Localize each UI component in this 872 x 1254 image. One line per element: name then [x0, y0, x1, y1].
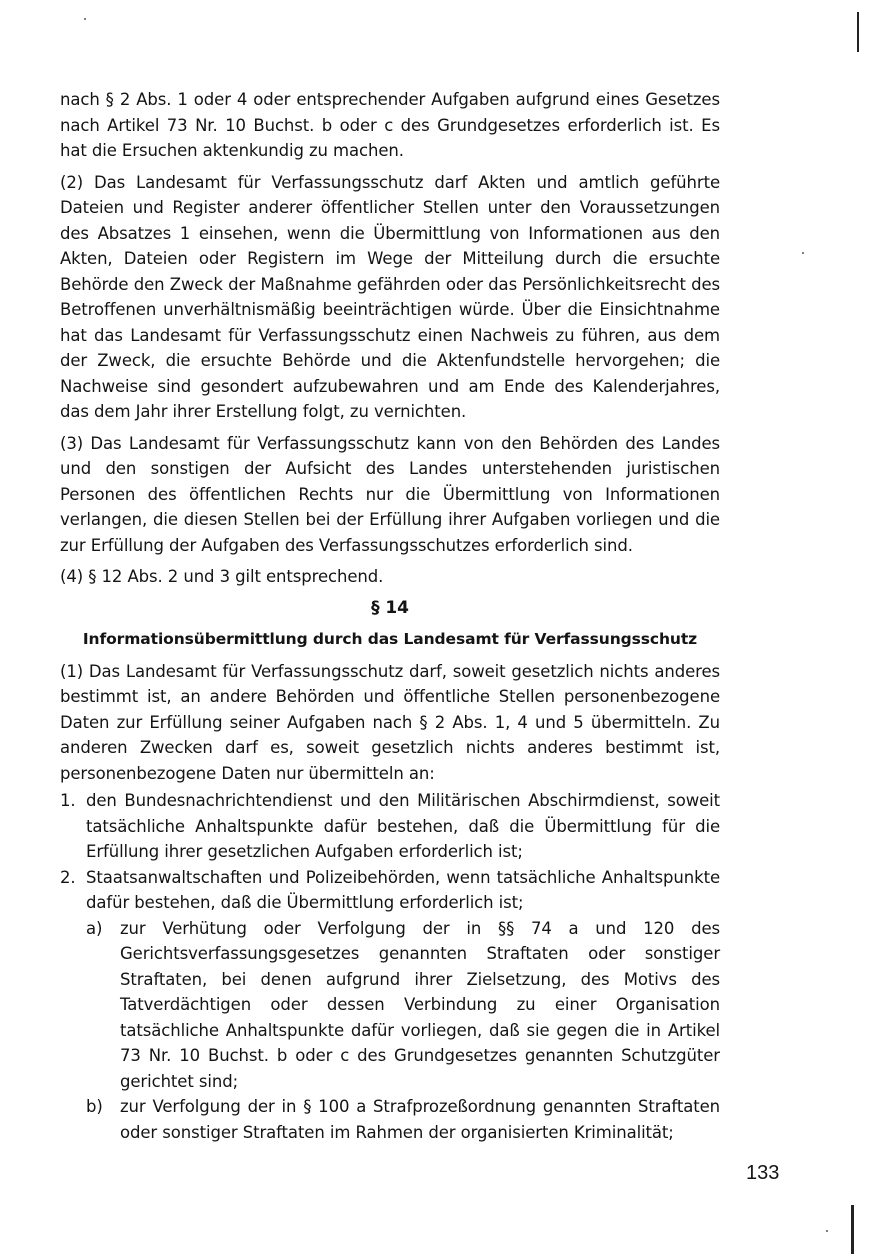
paragraph-2: (2) Das Landesamt für Verfassungsschutz darf Akten und amtlich geführte Dateien und Register anderer öffentlicher Stellen unter den Voraussetzungen des Absatzes 1 einsehen, wenn die Übermittlung von Informationen aus den Akten, Dateien oder Registern im Wege der Mitteilung durch die ersuchte Behörde den Zweck der Maßnahme gefährden oder das Persönlichkeitsrecht des Betroffenen unverhältnismäßig beeinträchtigen würde. Über die Einsichtnahme hat das Landesamt für Verfassungsschutz einen Nachweis zu führen, aus dem der Zweck, die ersuchte Behörde und die Aktenfundstelle hervorgehen; die Nachweise sind gesondert aufzubewahren und am Ende des Kalenderjahres, das dem Jahr ihrer Erstellung folgt, zu vernichten.: [60, 172, 720, 421]
list-marker: 2.: [60, 867, 76, 887]
section-paragraph-1: (1) Das Landesamt für Verfassungsschutz darf, soweit gesetzlich nichts anderes bestimmt ist, an andere Behörden und öffentliche Stellen personenbezogene Daten zur Erfüllung seiner Aufgaben nach § 2 Abs. 1, 4 und 5 übermitteln. Zu anderen Zwecken darf es, soweit gesetzlich nichts anderes bestimmt ist, personenbezogene Daten nur übermitteln an:: [60, 661, 720, 783]
section-title: Informationsübermittlung durch das Landesamt für Verfassungsschutz: [82, 630, 698, 648]
paragraph-3: (3) Das Landesamt für Verfassungsschutz kann von den Behörden des Landes und den sonstigen der Aufsicht des Landes unterstehenden juristischen Personen des öffentlichen Rechts nur die Übermittlung von Informationen verlangen, die diesen Stellen bei der Erfüllung ihrer Aufgaben vorliegen und die zur Erfüllung der Aufgaben des Verfassungsschutzes erforderlich sind.: [60, 433, 720, 555]
sublist-item-b: [60, 1094, 720, 1145]
scan-edge-bottom: [851, 1205, 854, 1254]
sublist-item-a: [60, 916, 720, 1095]
sublist-text: zur Verfolgung der in § 100 a Strafprozeßordnung genannten Straftaten oder sonstiger Straftaten im Rahmen der organisierten Kriminalität;: [120, 1097, 720, 1142]
list-text: den Bundesnachrichtendienst und den Militärischen Abschirmdienst, soweit tatsächliche Anhaltspunkte dafür bestehen, daß die Übermittlung für die Erfüllung ihrer gesetzlichen Aufgaben erforderlich ist;: [86, 791, 720, 861]
list-text: Staatsanwaltschaften und Polizeibehörden, wenn tatsächliche Anhaltspunkte dafür bestehen, daß die Übermittlung erforderlich ist;: [86, 867, 720, 912]
sublist-marker: b): [86, 1097, 103, 1116]
paragraph-continuation: nach § 2 Abs. 1 oder 4 oder entsprechender Aufgaben aufgrund eines Gesetzes nach Artikel 73 Nr. 10 Buchst. b oder c des Grundgesetzes erforderlich ist. Es hat die Ersuchen aktenkundig zu machen.: [60, 90, 720, 160]
body-text: [60, 87, 720, 1145]
page-number: 133: [746, 1162, 780, 1184]
sublist-marker: a): [86, 918, 103, 938]
scan-speck: [802, 252, 804, 254]
scan-speck: [84, 18, 86, 20]
list-item-2: [60, 865, 720, 916]
list-item-1: [60, 788, 720, 865]
list-marker: 1.: [60, 791, 76, 810]
scan-edge-top: [857, 12, 859, 52]
section-number: § 14: [371, 597, 409, 618]
paragraph-4: (4) § 12 Abs. 2 und 3 gilt entsprechend.: [60, 567, 384, 586]
scan-speck: [826, 1230, 828, 1232]
sublist-text: zur Verhütung oder Verfolgung der in §§ 74 a und 120 des Gerichtsverfassungsgesetzes genannten Straftaten oder sonstiger Straftaten, bei denen aufgrund ihrer Zielsetzung, des Motivs des Tatverdächtigen oder dessen Verbindung zu einer Organisation tatsächliche Anhaltspunkte dafür vorliegen, daß sie gegen die in Artikel 73 Nr. 10 Buchst. b oder c des Grundgesetzes genannten Schutzgüter gerichtet sind;: [120, 918, 720, 1091]
